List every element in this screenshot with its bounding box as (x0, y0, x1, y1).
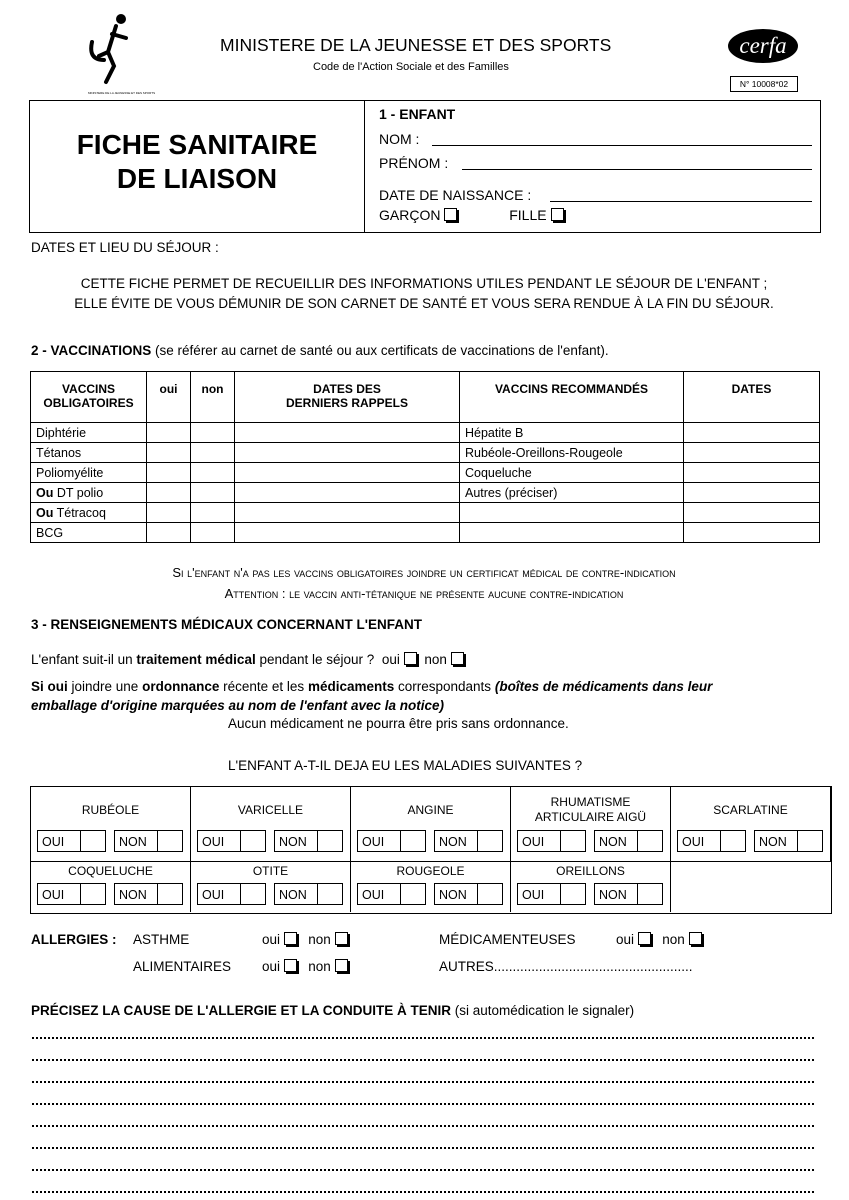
maladie-name-line1: ANGINE (407, 803, 454, 817)
vacc-note2: Attention : le vaccin anti-tétanique ne présente aucune contre-indication (224, 586, 624, 601)
maladie-non-box-separator (477, 884, 478, 904)
vacc-row (31, 523, 820, 543)
traitement-question (31, 652, 464, 667)
maladie-cell (191, 787, 351, 862)
maladie-name (351, 864, 510, 879)
precisez-heading (31, 1003, 634, 1018)
maladie-non-box-separator (637, 831, 638, 851)
maladies-question: L'ENFANT A-T-IL DEJA EU LES MALADIES SUIVANTES ? (228, 758, 583, 773)
maladie-non-box[interactable] (114, 883, 183, 905)
col-dates: DATES (684, 372, 820, 423)
maladie-oui-box[interactable] (37, 883, 106, 905)
allergie-line-2[interactable] (32, 1059, 814, 1061)
medic-non-label: non (662, 932, 685, 947)
maladies-grid (30, 786, 832, 914)
vacc-oui-cell[interactable] (147, 443, 191, 463)
form-title-line2: DE LIAISON (116, 163, 278, 194)
vacc-rappel-cell[interactable] (235, 483, 460, 503)
allergie-line-4[interactable] (32, 1103, 814, 1105)
vacc-obligatoire-name: Poliomyélite (36, 465, 104, 480)
col-obligatoires-l2: OBLIGATOIRES (43, 396, 134, 410)
maladie-name-line2: ARTICULAIRE AIGÜ (534, 810, 647, 824)
maladie-oui-box-separator (400, 884, 401, 904)
vacc-obligatoire-cell (31, 423, 147, 443)
recente: récente et les (223, 679, 305, 694)
asthme-options (262, 932, 348, 947)
maladie-non-box-separator (157, 831, 158, 851)
traitement-non-label: non (424, 652, 447, 667)
ministry-title: MINISTERE DE LA JEUNESSE ET DES SPORTS (220, 35, 612, 55)
form-title-line1: FICHE SANITAIRE (76, 129, 318, 160)
maladie-oui-box[interactable] (357, 830, 426, 852)
col-non: non (191, 372, 235, 423)
traitement-oui-checkbox[interactable] (404, 652, 417, 665)
col-dates-l1: DATES DES (313, 382, 381, 396)
maladie-non-box-label: NON (119, 835, 147, 849)
maladie-non-box[interactable] (434, 883, 503, 905)
maladie-oui-box-separator (80, 884, 81, 904)
nom-label: NOM : (379, 131, 420, 147)
maladie-non-box-label: NON (439, 835, 467, 849)
maladie-oui-box-label: OUI (42, 888, 65, 902)
maladie-name-line1: RHUMATISME (550, 795, 631, 809)
maladie-non-box[interactable] (594, 830, 663, 852)
vacc-row (31, 423, 820, 443)
maladie-name (191, 803, 350, 818)
vacc-row (31, 503, 820, 523)
col-oui: oui (147, 372, 191, 423)
date-naissance-field[interactable] (550, 201, 812, 202)
vacc-recommande-cell: Autres (préciser) (460, 483, 684, 503)
traitement-non-checkbox[interactable] (451, 652, 464, 665)
cerfa-logo-text: cerfa (739, 33, 787, 58)
maladie-oui-box[interactable] (517, 830, 586, 852)
maladie-name (351, 803, 510, 818)
maladie-oui-box-label: OUI (362, 888, 385, 902)
traitement-oui-label: oui (381, 652, 400, 667)
maladie-oui-box-separator (560, 831, 561, 851)
note-italic-2: emballage d'origine marquées au nom de l'enfant avec la notice) (31, 698, 445, 713)
maladie-oui-box-label: OUI (202, 835, 225, 849)
fille-label: FILLE (509, 207, 547, 223)
vacc-rappel-cell[interactable] (235, 463, 460, 483)
fille-checkbox[interactable] (551, 208, 564, 221)
maladie-oui-box-label: OUI (362, 835, 385, 849)
vacc-row (31, 483, 820, 503)
maladie-non-box-separator (317, 884, 318, 904)
vacc-obligatoire-name: Tétracoq (53, 505, 106, 520)
maladie-oui-box-label: OUI (522, 888, 545, 902)
ordonnance: ordonnance (142, 679, 220, 694)
medic-non-checkbox[interactable] (689, 932, 702, 945)
vacc-date-cell[interactable] (684, 423, 820, 443)
maladie-non-box-label: NON (279, 835, 307, 849)
vacc-obligatoire-name: Diphtérie (36, 425, 87, 440)
maladie-oui-box-separator (80, 831, 81, 851)
vacc-obligatoire-cell (31, 503, 147, 523)
maladie-name-line1: OREILLONS (556, 864, 625, 878)
intro-text (31, 274, 817, 314)
cerfa-logo (728, 29, 798, 63)
q-pre: L'enfant suit-il un (31, 652, 133, 667)
medic-oui-label: oui (616, 932, 635, 947)
alimentaires-options (262, 959, 348, 974)
maladie-name-line1: RUBÉOLE (81, 803, 140, 817)
vacc-non-cell[interactable] (191, 423, 235, 443)
maladie-non-box-label: NON (599, 835, 627, 849)
maladie-name-line1: SCARLATINE (713, 803, 788, 817)
col-obligatoires-l1: VACCINS (61, 382, 116, 396)
alim-non-label: non (308, 959, 331, 974)
enfant-heading: 1 - ENFANT (379, 106, 456, 122)
maladie-cell (351, 787, 511, 862)
maladie-non-box[interactable] (594, 883, 663, 905)
maladie-oui-box-separator (560, 884, 561, 904)
vacc-recommande-cell (460, 503, 684, 523)
medic-oui-checkbox[interactable] (638, 932, 651, 945)
title-divider (364, 101, 365, 232)
vacc-recommande-cell: Coqueluche (460, 463, 684, 483)
maladie-oui-box[interactable] (357, 883, 426, 905)
code-subtitle: Code de l'Action Sociale et des Familles (313, 61, 509, 73)
precisez-note: (si automédication le signaler) (454, 1003, 635, 1018)
maladie-non-box-label: NON (279, 888, 307, 902)
vacc-date-cell[interactable] (684, 523, 820, 543)
allergie-line-1[interactable] (32, 1037, 814, 1039)
maladie-name-line1: COQUELUCHE (68, 864, 153, 878)
prenom-field[interactable] (462, 169, 812, 170)
asthme-oui-label: oui (262, 932, 281, 947)
vacc-notes (31, 562, 817, 604)
maladie-cell (671, 787, 831, 862)
vacc-obligatoire-name: DT polio (53, 485, 104, 500)
alimentaires-label: ALIMENTAIRES (133, 959, 232, 974)
maladie-cell (31, 862, 191, 912)
maladie-non-box[interactable] (274, 830, 343, 852)
vacc-non-cell[interactable] (191, 503, 235, 523)
col-recommandes: VACCINS RECOMMANDÉS (460, 372, 684, 423)
maladie-oui-box[interactable] (197, 883, 266, 905)
maladie-non-box-separator (797, 831, 798, 851)
maladie-non-box-label: NON (599, 888, 627, 902)
vaccinations-heading (31, 343, 609, 358)
vacc-oui-cell[interactable] (147, 523, 191, 543)
allergie-line-3[interactable] (32, 1081, 814, 1083)
maladie-non-box[interactable] (114, 830, 183, 852)
vacc-rappel-cell[interactable] (235, 423, 460, 443)
prenom-label: PRÉNOM : (379, 155, 449, 171)
vacc-recommande-cell: Hépatite B (460, 423, 684, 443)
vacc-date-cell[interactable] (684, 503, 820, 523)
maladie-non-box-label: NON (759, 835, 787, 849)
maladie-non-box-separator (477, 831, 478, 851)
vacc-date-cell[interactable] (684, 463, 820, 483)
maladie-name-line1: OTITE (252, 864, 289, 878)
vacc-oui-cell[interactable] (147, 483, 191, 503)
vacc-oui-cell[interactable] (147, 423, 191, 443)
note-italic-1: (boîtes de médicaments dans leur (494, 679, 713, 694)
asthme-non-checkbox[interactable] (335, 932, 348, 945)
maladie-cell (31, 787, 191, 862)
intro-line1: CETTE FICHE PERMET DE RECUEILLIR DES INFORMATIONS UTILES PENDANT LE SÉJOUR DE L'ENFANT ; (80, 276, 768, 291)
maladie-oui-box-label: OUI (42, 835, 65, 849)
garcon-checkbox[interactable] (444, 208, 457, 221)
vacc-oui-cell[interactable] (147, 503, 191, 523)
vacc-non-cell[interactable] (191, 463, 235, 483)
alim-oui-label: oui (262, 959, 281, 974)
maladie-non-box[interactable] (434, 830, 503, 852)
sexe-row (379, 207, 564, 223)
vacc-obligatoire-cell (31, 463, 147, 483)
maladie-cell (191, 862, 351, 912)
maladie-name (31, 803, 190, 818)
maladie-oui-box[interactable] (37, 830, 106, 852)
joindre: joindre une (71, 679, 139, 694)
col-dates-l2: DERNIERS RAPPELS (285, 396, 409, 410)
maladie-non-box[interactable] (274, 883, 343, 905)
maladie-name-line1: VARICELLE (237, 803, 304, 817)
maladie-cell (351, 862, 511, 912)
allergie-line-6[interactable] (32, 1147, 814, 1149)
maladie-non-box-separator (637, 884, 638, 904)
vacc-obligatoire-name: BCG (36, 525, 64, 540)
maladie-oui-box-separator (400, 831, 401, 851)
vacc-obligatoire-cell (31, 443, 147, 463)
vacc-non-cell[interactable] (191, 483, 235, 503)
aucun-medicament: Aucun médicament ne pourra être pris sans ordonnance. (228, 716, 569, 731)
maladie-name (511, 864, 670, 879)
asthme-label: ASTHME (133, 932, 190, 947)
vacc-note1: Si l'enfant n'a pas les vaccins obligatoires joindre un certificat médical de contre-indication (172, 565, 676, 580)
vacc-date-cell[interactable] (684, 483, 820, 503)
vacc-non-cell[interactable] (191, 443, 235, 463)
maladie-name-line1: ROUGEOLE (396, 864, 465, 878)
vacc-prefix: Ou (36, 485, 54, 500)
correspondants: correspondants (398, 679, 492, 694)
logo-caption: MINISTERE DE LA JEUNESSE ET DES SPORTS (88, 91, 156, 95)
allergie-line-8[interactable] (32, 1191, 814, 1193)
col-dates-rappels (235, 372, 460, 423)
maladie-name (671, 803, 830, 818)
vacc-rappel-cell[interactable] (235, 443, 460, 463)
vacc-obligatoire-cell (31, 523, 147, 543)
autres-field[interactable]: AUTRES..................................................... (439, 959, 693, 974)
precisez-bold: PRÉCISEZ LA CAUSE DE L'ALLERGIE ET LA CONDUITE À TENIR (31, 1003, 451, 1018)
vacc-rappel-cell[interactable] (235, 503, 460, 523)
allergies-label: ALLERGIES : (31, 932, 117, 947)
maladie-oui-box-label: OUI (522, 835, 545, 849)
medicamenteuses-label: MÉDICAMENTEUSES (439, 932, 576, 947)
vacc-heading-note: (se référer au carnet de santé ou aux certificats de vaccinations de l'enfant). (155, 343, 609, 358)
vacc-recommande-cell (460, 523, 684, 543)
form-title (30, 128, 364, 196)
si-oui-text (31, 677, 821, 715)
allergie-line-7[interactable] (32, 1169, 814, 1171)
vacc-date-cell[interactable] (684, 443, 820, 463)
vacc-oui-cell[interactable] (147, 463, 191, 483)
vacc-heading-num: 2 - (31, 343, 47, 358)
alim-oui-checkbox[interactable] (284, 959, 297, 972)
garcon-label: GARÇON (379, 207, 441, 223)
maladie-oui-box-separator (240, 884, 241, 904)
medical-heading: 3 - RENSEIGNEMENTS MÉDICAUX CONCERNANT L'ENFANT (31, 617, 422, 632)
maladie-oui-box-separator (240, 831, 241, 851)
vacc-non-cell[interactable] (191, 523, 235, 543)
vacc-prefix: Ou (36, 505, 54, 520)
dates-sejour-label: DATES ET LIEU DU SÉJOUR : (31, 240, 219, 255)
asthme-oui-checkbox[interactable] (284, 932, 297, 945)
medicaments: médicaments (307, 679, 395, 694)
si-oui: Si oui (31, 679, 68, 694)
maladie-oui-box[interactable] (197, 830, 266, 852)
vacc-rappel-cell[interactable] (235, 523, 460, 543)
maladie-non-box-label: NON (439, 888, 467, 902)
maladie-non-box[interactable] (754, 830, 823, 852)
vacc-obligatoire-cell (31, 483, 147, 503)
maladie-oui-box-label: OUI (682, 835, 705, 849)
q-bold: traitement médical (136, 652, 256, 667)
maladie-oui-box[interactable] (677, 830, 746, 852)
maladie-non-box-separator (317, 831, 318, 851)
asthme-non-label: non (308, 932, 331, 947)
maladie-cell (511, 862, 671, 912)
vacc-recommande-cell: Rubéole-Oreillons-Rougeole (460, 443, 684, 463)
maladie-cell (511, 787, 671, 862)
q-post: pendant le séjour ? (259, 652, 375, 667)
intro-line2: ELLE ÉVITE DE VOUS DÉMUNIR DE SON CARNET DE SANTÉ ET VOUS SERA RENDUE À LA FIN DU SÉJOUR. (74, 296, 774, 311)
vacc-obligatoire-name: Tétanos (36, 445, 82, 460)
maladie-oui-box-separator (720, 831, 721, 851)
vacc-heading-title: VACCINATIONS (50, 343, 152, 358)
cerfa-number: N° 10008*02 (730, 76, 798, 92)
col-obligatoires (31, 372, 147, 423)
maladie-oui-box-label: OUI (202, 888, 225, 902)
maladie-name (191, 864, 350, 879)
vacc-row (31, 443, 820, 463)
maladie-oui-box[interactable] (517, 883, 586, 905)
allergie-line-5[interactable] (32, 1125, 814, 1127)
vacc-row (31, 463, 820, 483)
vaccinations-table (30, 371, 820, 543)
maladie-name (511, 795, 670, 825)
maladie-non-box-separator (157, 884, 158, 904)
nom-field[interactable] (432, 145, 812, 146)
ministry-logo (84, 12, 184, 98)
medicamenteuses-options (616, 932, 702, 947)
maladie-name (31, 864, 190, 879)
date-naissance-label: DATE DE NAISSANCE : (379, 187, 532, 203)
maladie-non-box-label: NON (119, 888, 147, 902)
alim-non-checkbox[interactable] (335, 959, 348, 972)
